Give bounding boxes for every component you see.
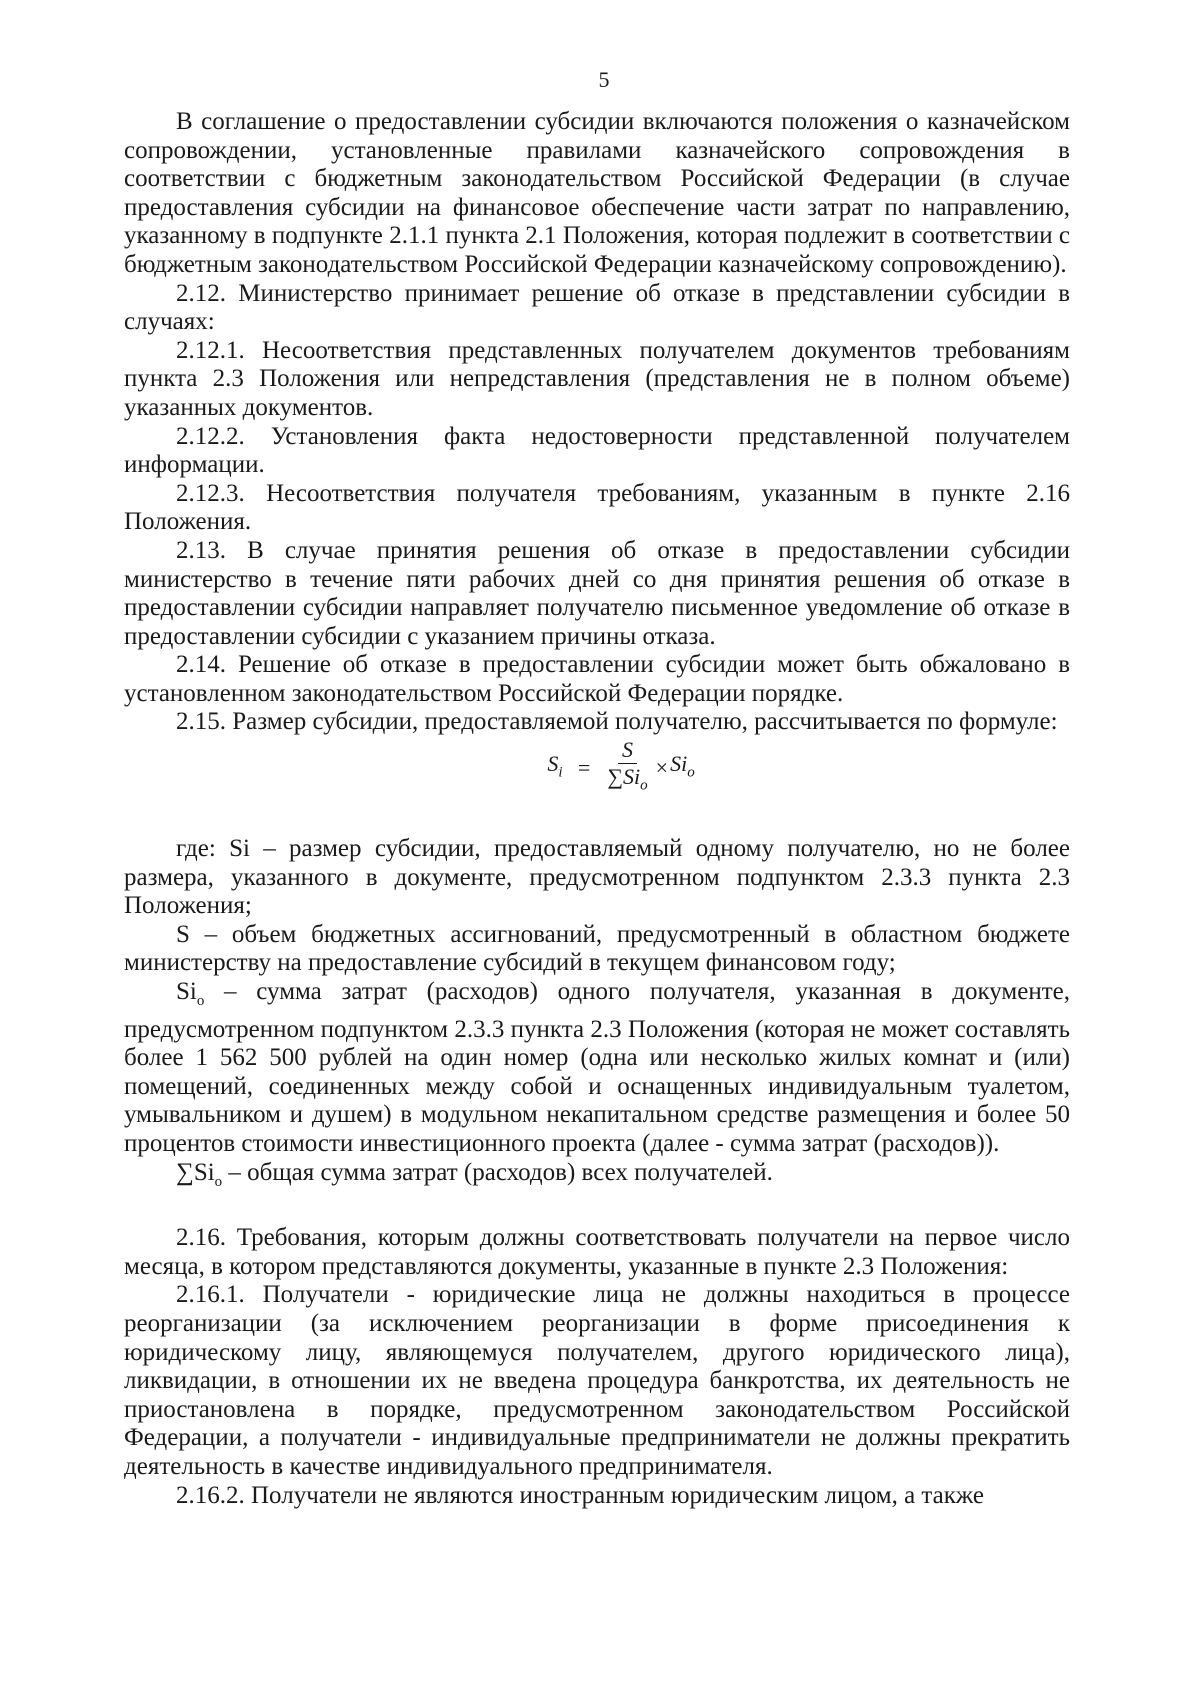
paragraph-2-12: 2.12. Министерство принимает решение об отказе в представлении субсидии в случаях:	[124, 279, 1070, 336]
definition-s: S – объем бюджетных ассигнований, предусмотренный в областном бюджете министерству на предоставление субсидий в текущем финансовом году;	[124, 920, 1070, 977]
subsidy-formula	[124, 737, 1070, 799]
page-number: 5	[598, 67, 610, 92]
paragraph-2-16: 2.16. Требования, которым должны соответствовать получатели на первое число месяца, в котором представляются документы, указанные в пункте 2.3 Положения:	[124, 1224, 1070, 1280]
formula-fraction	[607, 738, 647, 797]
paragraph-2-14: 2.14. Решение об отказе в предоставлении субсидии может быть обжаловано в установленном законодательством Российской Федерации порядке.	[124, 651, 1070, 707]
paragraph-2-13: 2.13. В случае принятия решения об отказе в предоставлении субсидии министерство в течение пяти рабочих дней со дня принятия решения об отказе в предоставлении субсидии направляет получателю письменное уведомление об отказе в предоставлении субсидии с указанием причины отказа.	[124, 536, 1070, 650]
paragraph-2-12-3: 2.12.3. Несоответствия получателя требованиям, указанным в пункте 2.16 Положения.	[124, 479, 1070, 536]
formula-lhs: $S_i$	[547, 750, 563, 780]
formula-equals: =	[576, 754, 592, 780]
formula-rhs: $Si_o$	[670, 750, 695, 780]
document-page	[124, 68, 1070, 1510]
formula-denominator: $\sum Si_o$	[607, 764, 648, 794]
definition-si: где: Si – размер субсидии, предоставляемый одному получателю, но не более размера, указанного в документе, предусмотренном подпунктом 2.3.3 пункта 2.3 Положения;	[124, 835, 1070, 920]
formula-times: ×	[655, 754, 669, 780]
paragraph-2-16-1: 2.16.1. Получатели - юридические лица не должны находиться в процессе реорганизации (за исключением реорганизации в форме присоединения к юридическому лицу, являющемуся получателем, другого юридического лица), ликвидации, в отношении их не введена процедура банкротства, их деятельность не приостановлена в порядке, предусмотренном законодательством Российской Федерации, а получатели - индивидуальные предприниматели не должны прекратить деятельность в качестве индивидуального предпринимателя.	[124, 1281, 1070, 1480]
paragraph-2-12-1: 2.12.1. Несоответствия представленных получателем документов требованиям пункта 2.3 Положения или непредставления (представления не в полном объеме) указанных документов.	[124, 336, 1070, 421]
definition-sum-sio: $\sum Si_o$ – общая сумма затрат (расходов) всех получателей.	[176, 1158, 773, 1190]
definition-sio: $Si_o$ – сумма затрат (расходов) одного получателя, указанная в документе, предусмотренном подпунктом 2.3.3 пункта 2.3 Положения (которая не может составлять более 1 562 500 рублей на один номер (одна или несколько жилых комнат и (или) помещений, соединенных между собой и оснащенных индивидуальным туалетом, умывальником и душем) в модульном некапитальном средстве размещения и более 50 процентов стоимости инвестиционного проекта (далее - сумма затрат (расходов)).	[124, 978, 1070, 1157]
paragraph: В соглашение о предоставлении субсидии включаются положения о казначейском сопровождении, установленные правилами казначейского сопровождения в соответствии с бюджетным законодательством Российской Федерации (в случае предоставления субсидии на финансовое обеспечение части затрат по направлению, указанному в подпункте 2.1.1 пункта 2.1 Положения, которая подлежит в соответствии с бюджетным законодательством Российской Федерации казначейскому сопровождению).	[124, 108, 1070, 278]
paragraph-2-16-2: 2.16.2. Получатели не являются иностранным юридическим лицом, а также	[176, 1481, 984, 1509]
paragraph-2-15: 2.15. Размер субсидии, предоставляемой получателю, рассчитывается по формуле:	[176, 708, 1058, 736]
paragraph-2-12-2: 2.12.2. Установления факта недостоверности представленной получателем информации.	[124, 422, 1070, 479]
formula-numerator: S	[618, 738, 637, 764]
